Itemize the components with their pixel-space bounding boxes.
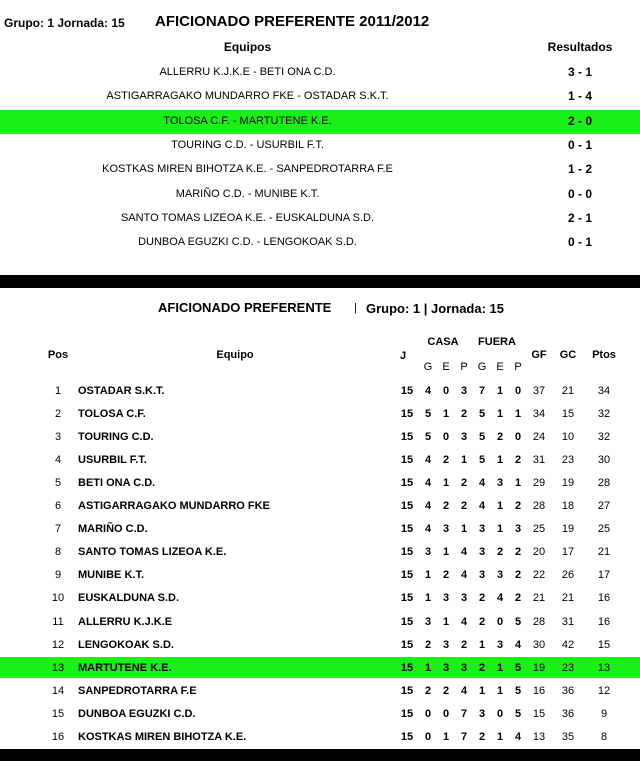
- cell-pts: 15: [597, 638, 611, 651]
- cell-pos: 16: [51, 730, 65, 743]
- cell-ae: 0: [496, 707, 504, 720]
- cell-gc: 19: [561, 523, 575, 536]
- cell-ap: 4: [514, 638, 522, 651]
- cell-ag: 1: [478, 684, 486, 697]
- cell-j: 15: [400, 707, 414, 720]
- match-result: 0 - 1: [567, 137, 592, 152]
- match-result: 1 - 4: [567, 89, 592, 104]
- cell-pos: 9: [54, 569, 62, 582]
- cell-pts: 30: [597, 454, 611, 467]
- cell-pts: 27: [597, 500, 611, 513]
- table-row: [0, 449, 640, 470]
- cell-gf: 30: [532, 638, 546, 651]
- cell-pos: 15: [51, 707, 65, 720]
- cell-gc: 21: [561, 385, 575, 397]
- cell-hp: 7: [460, 707, 468, 720]
- cell-j: 15: [400, 569, 414, 582]
- cell-pts: 12: [597, 684, 611, 697]
- standings-panel: [0, 288, 640, 749]
- cell-he: 3: [442, 638, 450, 651]
- cell-gf: 22: [532, 569, 546, 582]
- cell-pos: 6: [54, 500, 62, 513]
- cell-pts: 32: [597, 431, 611, 444]
- cell-team: MARTUTENE K.E.: [78, 661, 172, 674]
- cell-gf: 13: [532, 730, 546, 743]
- cell-he: 1: [442, 477, 450, 490]
- table-row: [0, 703, 640, 724]
- match-teams: DUNBOA EGUZKI C.D. - LENGOKOAK S.D.: [138, 236, 357, 249]
- cell-ae: 1: [496, 730, 504, 743]
- cell-pts: 13: [597, 661, 611, 674]
- table-row: [0, 634, 640, 655]
- cell-team: MARIÑO C.D.: [78, 523, 148, 536]
- cell-pts: 25: [597, 523, 611, 536]
- cell-he: 0: [442, 431, 450, 444]
- cell-ag: 2: [478, 615, 486, 628]
- cell-team: ALLERRU K.J.K.E: [78, 615, 173, 628]
- cell-pos: 7: [54, 523, 62, 536]
- cell-hp: 2: [460, 500, 468, 513]
- match-row: [0, 158, 640, 182]
- match-teams: MARIÑO C.D. - MUNIBE K.T.: [175, 187, 320, 200]
- subheader-p: P: [460, 361, 468, 373]
- cell-hg: 4: [424, 385, 432, 397]
- cell-ap: 2: [514, 592, 522, 605]
- cell-j: 15: [400, 408, 414, 421]
- cell-gc: 26: [561, 569, 575, 582]
- cell-gc: 10: [561, 431, 575, 444]
- cell-hg: 3: [424, 546, 432, 559]
- cell-gc: 15: [561, 408, 575, 421]
- cell-pos: 14: [51, 684, 65, 697]
- cell-pts: 21: [597, 546, 611, 559]
- cell-ae: 3: [496, 638, 504, 651]
- cell-j: 15: [400, 615, 414, 628]
- cell-gc: 42: [561, 638, 575, 651]
- cell-j: 15: [400, 500, 414, 513]
- cell-ag: 2: [478, 730, 486, 743]
- cell-ag: 3: [478, 707, 486, 720]
- cell-gc: 36: [561, 684, 575, 697]
- cell-hg: 1: [424, 569, 432, 582]
- match-row: [0, 134, 640, 158]
- cell-ag: 2: [478, 592, 486, 605]
- subheader-g: G: [423, 361, 433, 373]
- standings-group-label: Grupo: 1 | Jornada: 15: [366, 301, 504, 316]
- table-row: [0, 541, 640, 562]
- cell-ae: 1: [496, 500, 504, 513]
- cell-he: 2: [442, 569, 450, 582]
- cell-gf: 21: [532, 592, 546, 605]
- cell-hg: 2: [424, 684, 432, 697]
- cell-team: TOURING C.D.: [78, 431, 154, 444]
- cell-he: 2: [442, 454, 450, 467]
- match-row: [0, 183, 640, 207]
- cell-gf: 16: [532, 684, 546, 697]
- cell-gf: 37: [532, 385, 546, 397]
- cell-he: 3: [442, 661, 450, 674]
- cell-ag: 1: [478, 638, 486, 651]
- match-teams: ASTIGARRAGAKO MUNDARRO FKE - OSTADAR S.K.T.: [106, 90, 389, 103]
- cell-ap: 2: [514, 500, 522, 513]
- cell-hg: 0: [424, 730, 432, 743]
- match-result: 2 - 1: [567, 210, 592, 225]
- cell-ap: 2: [514, 546, 522, 559]
- cell-ap: 3: [514, 523, 522, 536]
- match-row: [0, 110, 640, 134]
- cell-j: 15: [400, 661, 414, 674]
- subheader-e: E: [496, 361, 504, 373]
- cell-ae: 1: [496, 684, 504, 697]
- cell-ag: 4: [478, 477, 486, 490]
- cell-hg: 5: [424, 431, 432, 444]
- cell-gc: 17: [561, 546, 575, 559]
- cell-ag: 5: [478, 454, 486, 467]
- league-title: AFICIONADO PREFERENTE 2011/2012: [155, 13, 430, 30]
- cell-team: OSTADAR S.K.T.: [78, 385, 165, 397]
- cell-j: 15: [400, 477, 414, 490]
- cell-ap: 5: [514, 707, 522, 720]
- match-result: 0 - 1: [567, 235, 592, 250]
- header-pos: Pos: [47, 349, 69, 361]
- group-jornada-label: Grupo: 1 Jornada: 15: [4, 16, 125, 30]
- cell-ae: 0: [496, 615, 504, 628]
- cell-team: ASTIGARRAGAKO MUNDARRO FKE: [78, 500, 270, 513]
- cell-pos: 11: [52, 615, 64, 628]
- table-row: [0, 495, 640, 516]
- cell-gc: 23: [561, 661, 575, 674]
- cell-he: 3: [442, 592, 450, 605]
- cell-gc: 18: [561, 500, 575, 513]
- cell-gf: 29: [532, 477, 546, 490]
- cell-ap: 0: [514, 431, 522, 444]
- match-result: 3 - 1: [567, 65, 592, 79]
- table-row: [0, 726, 640, 747]
- cell-gf: 25: [532, 523, 546, 536]
- cell-ap: 1: [514, 408, 522, 421]
- cell-hp: 3: [460, 385, 468, 397]
- cell-he: 2: [442, 500, 450, 513]
- cell-hg: 0: [424, 707, 432, 720]
- cell-pts: 32: [597, 408, 611, 421]
- table-row: [0, 564, 640, 585]
- cell-team: BETI ONA C.D.: [78, 477, 156, 490]
- table-row: [0, 518, 640, 539]
- cell-hg: 4: [424, 500, 432, 513]
- cell-pos: 2: [54, 408, 62, 421]
- cell-ae: 1: [496, 385, 504, 397]
- col-header-results: Resultados: [547, 40, 613, 54]
- col-header-teams: Equipos: [223, 40, 272, 54]
- cell-j: 15: [400, 730, 414, 743]
- cell-pos: 3: [54, 431, 62, 444]
- cell-pos: 5: [54, 477, 62, 490]
- cell-ap: 5: [514, 661, 522, 674]
- cell-pts: 28: [597, 477, 611, 490]
- cell-ae: 3: [496, 569, 504, 582]
- cell-he: 0: [442, 707, 450, 720]
- cell-gf: 28: [532, 615, 546, 628]
- cell-ag: 3: [478, 569, 486, 582]
- match-teams: SANTO TOMAS LIZEOA K.E. - EUSKALDUNA S.D.: [120, 211, 375, 224]
- cell-pos: 8: [54, 546, 62, 559]
- match-row: [0, 85, 640, 109]
- match-teams: TOURING C.D. - USURBIL F.T.: [171, 138, 324, 151]
- cell-ae: 1: [496, 454, 504, 467]
- cell-he: 1: [442, 615, 450, 628]
- cell-pts: 17: [597, 569, 611, 582]
- cell-gc: 31: [561, 615, 575, 628]
- match-teams: TOLOSA C.F. - MARTUTENE K.E.: [163, 114, 332, 127]
- cell-he: 3: [442, 523, 450, 536]
- cell-hg: 4: [424, 523, 432, 536]
- cell-team: KOSTKAS MIREN BIHOTZA K.E.: [78, 730, 247, 743]
- table-row: [0, 587, 640, 608]
- cell-hg: 2: [424, 638, 432, 651]
- cell-ag: 5: [478, 431, 486, 444]
- cell-j: 15: [400, 684, 414, 697]
- cell-hp: 1: [460, 523, 468, 536]
- cell-gf: 20: [532, 546, 546, 559]
- cell-pts: 16: [597, 615, 611, 628]
- match-result: 0 - 0: [567, 186, 592, 201]
- cell-gf: 28: [532, 500, 546, 513]
- cell-hg: 4: [424, 477, 432, 490]
- cell-j: 15: [400, 638, 414, 651]
- cell-ag: 5: [478, 408, 486, 421]
- cell-ae: 2: [496, 546, 504, 559]
- cell-team: TOLOSA C.F.: [78, 408, 146, 421]
- cell-hp: 3: [460, 592, 468, 605]
- cell-hp: 1: [460, 454, 468, 467]
- cell-hp: 2: [460, 408, 468, 421]
- subheader-e: E: [442, 361, 450, 373]
- cell-j: 15: [400, 546, 414, 559]
- header-gc: GC: [559, 349, 577, 361]
- cell-hg: 1: [424, 661, 432, 674]
- cell-j: 15: [400, 454, 414, 467]
- title-separator: |: [354, 302, 357, 314]
- table-row: [0, 403, 640, 424]
- cell-hp: 3: [460, 661, 468, 674]
- cell-gf: 19: [532, 661, 546, 674]
- header-team: Equipo: [216, 349, 254, 361]
- cell-hg: 5: [424, 408, 432, 421]
- cell-pos: 4: [54, 454, 62, 467]
- cell-pos: 10: [51, 592, 65, 605]
- table-row: [0, 657, 640, 678]
- standings-title: AFICIONADO PREFERENTE: [158, 300, 332, 315]
- match-row: [0, 231, 640, 255]
- cell-ag: 3: [478, 523, 486, 536]
- cell-ag: 2: [478, 661, 486, 674]
- cell-team: SANPEDROTARRA F.E: [78, 684, 197, 697]
- cell-ap: 2: [514, 454, 522, 467]
- table-row: [0, 472, 640, 493]
- cell-hp: 2: [460, 477, 468, 490]
- cell-pos: 12: [51, 638, 65, 651]
- cell-ae: 1: [496, 523, 504, 536]
- cell-j: 15: [400, 431, 414, 444]
- table-row: [0, 680, 640, 701]
- match-result: 2 - 0: [567, 113, 592, 128]
- cell-ag: 7: [478, 385, 486, 397]
- cell-ae: 3: [496, 477, 504, 490]
- cell-hp: 3: [460, 431, 468, 444]
- header-away: FUERA: [478, 336, 516, 348]
- results-panel: [0, 0, 640, 275]
- cell-gc: 35: [561, 730, 575, 743]
- cell-gf: 15: [532, 707, 546, 720]
- match-result: 1 - 2: [567, 162, 592, 177]
- cell-pts: 9: [600, 707, 608, 720]
- cell-team: DUNBOA EGUZKI C.D.: [78, 707, 196, 720]
- cell-gc: 21: [561, 592, 575, 605]
- cell-gc: 19: [561, 477, 575, 490]
- cell-hg: 1: [424, 592, 432, 605]
- cell-gc: 23: [561, 454, 575, 467]
- cell-ae: 4: [496, 592, 504, 605]
- cell-j: 15: [400, 385, 414, 397]
- match-teams: ALLERRU K.J.K.E - BETI ONA C.D.: [159, 66, 336, 78]
- cell-gf: 34: [532, 408, 546, 421]
- cell-gf: 24: [532, 431, 546, 444]
- match-row: [0, 61, 640, 85]
- cell-team: USURBIL F.T.: [78, 454, 147, 467]
- cell-gc: 36: [561, 707, 575, 720]
- cell-hg: 3: [424, 615, 432, 628]
- subheader-g: G: [477, 361, 487, 373]
- cell-he: 1: [442, 408, 450, 421]
- cell-ae: 1: [496, 408, 504, 421]
- cell-hp: 4: [460, 615, 468, 628]
- cell-he: 1: [442, 730, 450, 743]
- cell-team: SANTO TOMAS LIZEOA K.E.: [78, 546, 227, 559]
- cell-j: 15: [400, 592, 414, 605]
- cell-gf: 31: [532, 454, 546, 467]
- match-teams: KOSTKAS MIREN BIHOTZA K.E. - SANPEDROTARRA F.E: [102, 163, 393, 176]
- subheader-p: P: [514, 361, 522, 373]
- header-j: J: [400, 350, 407, 362]
- match-row: [0, 207, 640, 231]
- cell-hp: 7: [460, 730, 468, 743]
- cell-hp: 4: [460, 546, 468, 559]
- cell-he: 0: [442, 385, 450, 397]
- cell-team: EUSKALDUNA S.D.: [78, 592, 180, 605]
- cell-hp: 4: [460, 569, 468, 582]
- cell-he: 1: [442, 546, 450, 559]
- cell-ag: 3: [478, 546, 486, 559]
- table-row: [0, 611, 640, 632]
- cell-ap: 5: [514, 615, 522, 628]
- cell-ag: 4: [478, 500, 486, 513]
- cell-hg: 4: [424, 454, 432, 467]
- cell-pos: 13: [51, 661, 65, 674]
- cell-pts: 16: [597, 592, 611, 605]
- cell-team: MUNIBE K.T.: [78, 569, 144, 582]
- cell-pos: 1: [54, 385, 62, 397]
- cell-ap: 4: [514, 730, 522, 743]
- cell-team: LENGOKOAK S.D.: [78, 638, 174, 651]
- header-pts: Ptos: [592, 349, 616, 361]
- cell-ap: 5: [514, 684, 522, 697]
- cell-ae: 1: [496, 661, 504, 674]
- cell-he: 2: [442, 684, 450, 697]
- table-row: [0, 380, 640, 401]
- header-gf: GF: [531, 349, 547, 361]
- cell-ap: 2: [514, 569, 522, 582]
- header-home: CASA: [427, 336, 459, 348]
- cell-hp: 4: [460, 684, 468, 697]
- cell-ap: 1: [514, 477, 522, 490]
- cell-j: 15: [400, 523, 414, 536]
- cell-ap: 0: [514, 385, 522, 397]
- cell-pts: 34: [597, 385, 611, 397]
- cell-pts: 8: [600, 730, 608, 743]
- cell-hp: 2: [460, 638, 468, 651]
- table-row: [0, 426, 640, 447]
- cell-ae: 2: [496, 431, 504, 444]
